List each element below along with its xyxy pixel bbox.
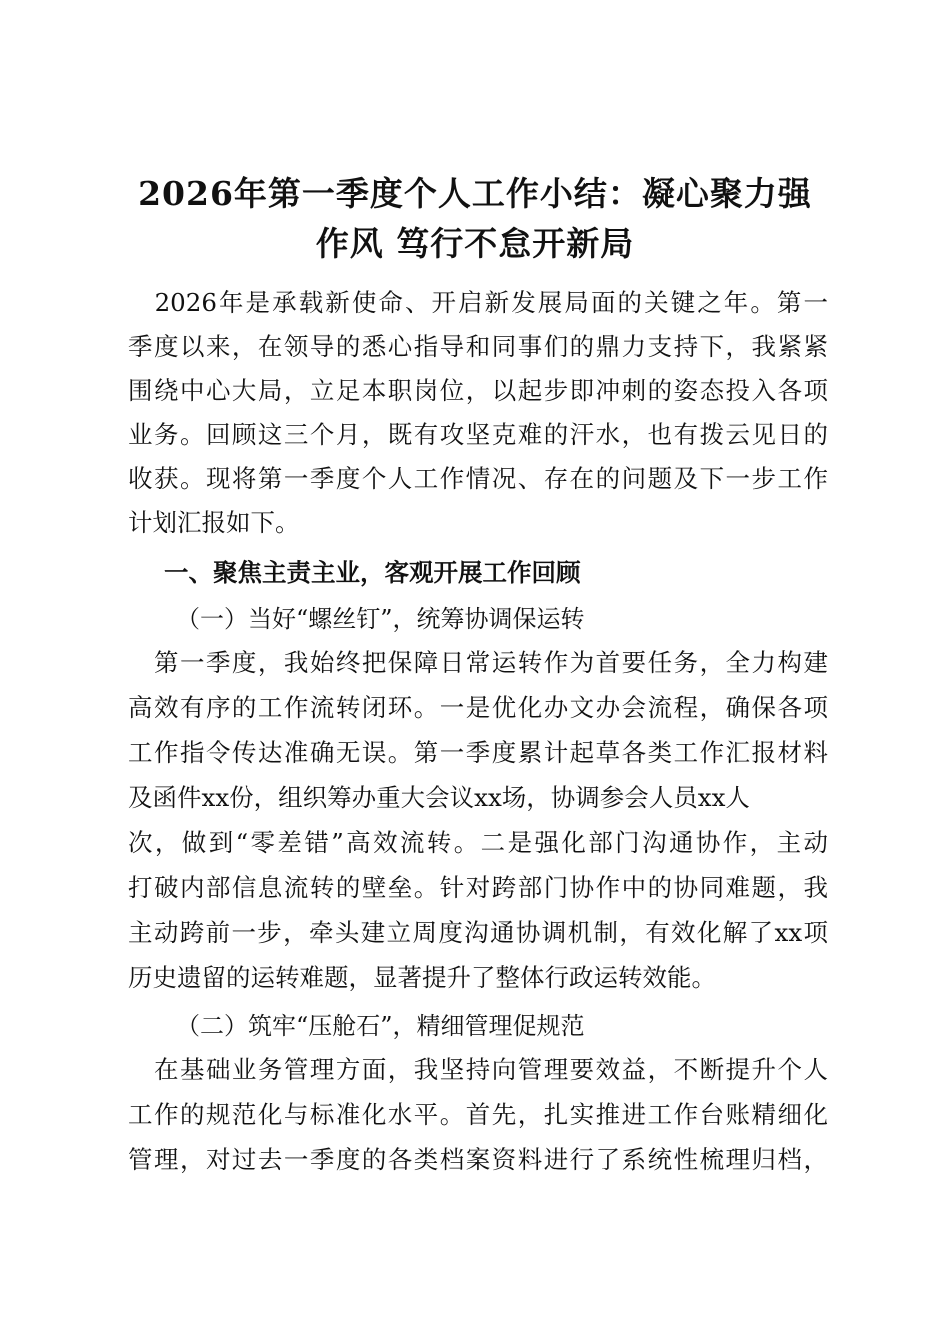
- sub2-line-2: 工作的规范化与标准化水平。首先，扎实推进工作台账精细化: [128, 1100, 828, 1129]
- sub1-line-5: 次，做到“零差错”高效流转。二是强化部门沟通协作，主动: [128, 828, 828, 857]
- document-title-line-2: 作风 笃行不怠开新局: [315, 224, 635, 263]
- sub2-line-3: 管理，对过去一季度的各类档案资料进行了系统性梳理归档，: [128, 1145, 828, 1174]
- subsection-heading-2: （二）筑牢“压舱石”，精细管理促规范: [176, 1012, 585, 1040]
- intro-line-6: 计划汇报如下。: [128, 508, 300, 537]
- section-heading-1: 一、聚焦主责主业，客观开展工作回顾: [164, 558, 581, 587]
- intro-line-1: 2026年是承载新使命、开启新发展局面的关键之年。第一: [128, 288, 828, 317]
- intro-line-4: 业务。回顾这三个月，既有攻坚克难的汗水，也有拨云见日的: [128, 420, 828, 449]
- sub1-line-1: 第一季度，我始终把保障日常运转作为首要任务，全力构建: [128, 648, 828, 677]
- sub1-line-6: 打破内部信息流转的壁垒。针对跨部门协作中的协同难题，我: [128, 873, 828, 902]
- sub1-line-3: 工作指令传达准确无误。第一季度累计起草各类工作汇报材料: [128, 738, 828, 767]
- sub2-line-1: 在基础业务管理方面，我坚持向管理要效益，不断提升个人: [128, 1055, 828, 1084]
- sub1-line-7: 主动跨前一步，牵头建立周度沟通协调机制，有效化解了xx项: [128, 918, 828, 947]
- sub1-line-4: 及函件xx份，组织筹办重大会议xx场，协调参会人员xx人: [128, 783, 750, 812]
- intro-line-3: 围绕中心大局，立足本职岗位，以起步即冲刺的姿态投入各项: [128, 376, 828, 405]
- sub1-line-2: 高效有序的工作流转闭环。一是优化办文办会流程，确保各项: [128, 693, 828, 722]
- document-title-line-1: 2026年第一季度个人工作小结：凝心聚力强: [138, 174, 812, 213]
- intro-line-2: 季度以来，在领导的悉心指导和同事们的鼎力支持下，我紧紧: [128, 332, 828, 361]
- subsection-heading-1: （一）当好“螺丝钉”，统筹协调保运转: [176, 605, 585, 633]
- sub1-line-8: 历史遗留的运转难题，显著提升了整体行政运转效能。: [128, 963, 716, 992]
- intro-line-5: 收获。现将第一季度个人工作情况、存在的问题及下一步工作: [128, 464, 828, 493]
